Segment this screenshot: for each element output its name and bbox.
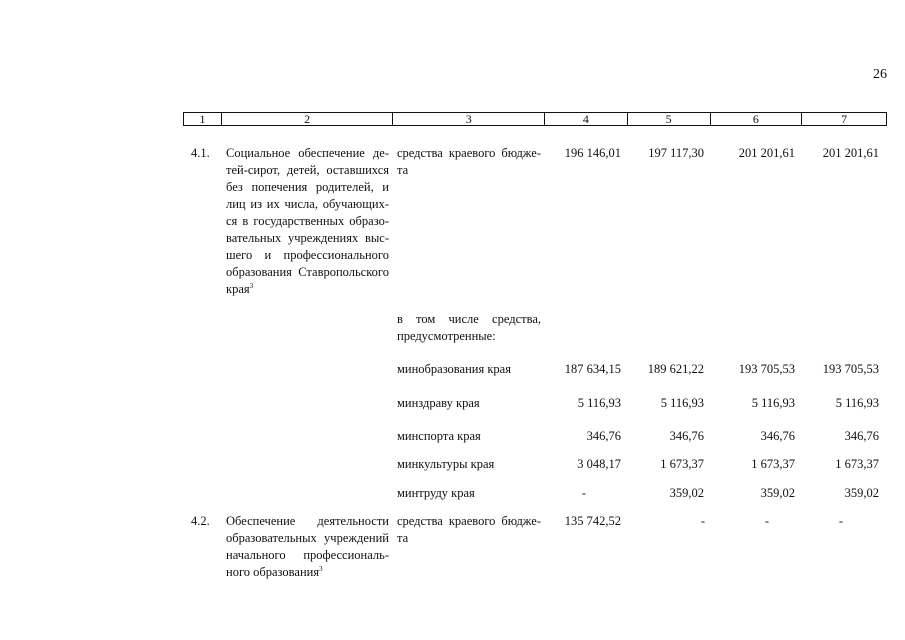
column-header: 1 <box>184 113 222 125</box>
value-col6: 193 705,53 <box>738 362 795 376</box>
column-header: 4 <box>545 113 628 125</box>
name-line: края <box>226 282 250 296</box>
value-col7: 201 201,61 <box>822 146 879 160</box>
source-line: та <box>397 531 409 545</box>
value-col7: 193 705,53 <box>822 362 879 376</box>
column-header: 6 <box>711 113 803 125</box>
subheader <box>397 311 541 345</box>
funding-source <box>397 145 541 179</box>
name-line: ся в государственных образо- <box>226 214 389 228</box>
name-line: без попечения родителей, и <box>226 180 389 194</box>
value-col6: 201 201,61 <box>738 146 795 160</box>
value-col6: 5 116,93 <box>751 396 795 410</box>
name-line: тей-сирот, детей, оставшихся <box>226 163 389 177</box>
value-col6: 346,76 <box>760 429 795 443</box>
name-line-last <box>226 564 389 581</box>
sub-row-label: минспорта края <box>397 429 481 443</box>
row-name <box>226 513 389 581</box>
name-line-last <box>226 281 389 298</box>
source-line: средства краевого бюдже- <box>397 514 541 528</box>
value-col7: 5 116,93 <box>835 396 879 410</box>
table-header-row <box>183 112 887 126</box>
name-line: образовательных учреждений <box>226 531 389 545</box>
value-col4: 196 146,01 <box>564 146 621 160</box>
value-col5: - <box>700 514 705 528</box>
subheader-line: предусмотренные: <box>397 329 496 343</box>
value-col7: 1 673,37 <box>835 457 879 471</box>
value-col7: 359,02 <box>844 486 879 500</box>
footnote-mark: 3 <box>249 281 254 290</box>
column-header: 7 <box>841 112 848 126</box>
source-line: средства краевого бюдже- <box>397 146 541 160</box>
value-col6: - <box>764 514 769 528</box>
row-number: 4.1. <box>191 146 210 160</box>
value-col6: 359,02 <box>760 486 795 500</box>
sub-row-label: минтруду края <box>397 486 475 500</box>
value-col4: 135 742,52 <box>564 514 621 528</box>
name-line: начального профессиональ- <box>226 548 389 562</box>
sub-row-label: минздраву края <box>397 396 480 410</box>
value-col7: 346,76 <box>844 429 879 443</box>
row-name <box>226 145 389 298</box>
name-line: ного образования <box>226 565 320 579</box>
name-line: вательных учреждениях выс- <box>226 231 389 245</box>
column-header: 2 <box>222 113 394 125</box>
subheader-line: в том числе средства, <box>397 312 541 326</box>
value-col7: - <box>838 514 843 528</box>
name-line: лиц из их числа, обучающих- <box>226 197 389 211</box>
sub-row-label: минкультуры края <box>397 457 495 471</box>
footnote-mark: 3 <box>319 564 323 573</box>
value-col5: 359,02 <box>669 486 704 500</box>
value-col4: 346,76 <box>586 429 621 443</box>
value-col5: 189 621,22 <box>647 362 704 376</box>
value-col4: 5 116,93 <box>577 396 621 410</box>
value-col5: 1 673,37 <box>660 457 704 471</box>
value-col4: 3 048,17 <box>577 457 621 471</box>
value-col4: - <box>581 486 586 500</box>
value-col5: 197 117,30 <box>648 146 704 160</box>
source-line: та <box>397 163 409 177</box>
name-line: Обеспечение деятельности <box>226 514 389 528</box>
value-col5: 5 116,93 <box>660 396 704 410</box>
name-line: шего и профессионального <box>226 248 389 262</box>
value-col4: 187 634,15 <box>564 362 621 376</box>
sub-row-label: минобразования края <box>397 362 511 376</box>
column-header: 5 <box>628 113 711 125</box>
name-line: образования Ставропольского <box>226 265 389 279</box>
value-col5: 346,76 <box>669 429 704 443</box>
page-number: 26 <box>873 67 887 82</box>
funding-source <box>397 513 541 547</box>
row-number: 4.2. <box>191 514 210 528</box>
column-header: 3 <box>393 113 545 125</box>
name-line: Социальное обеспечение де- <box>226 146 389 160</box>
value-col6: 1 673,37 <box>751 457 795 471</box>
